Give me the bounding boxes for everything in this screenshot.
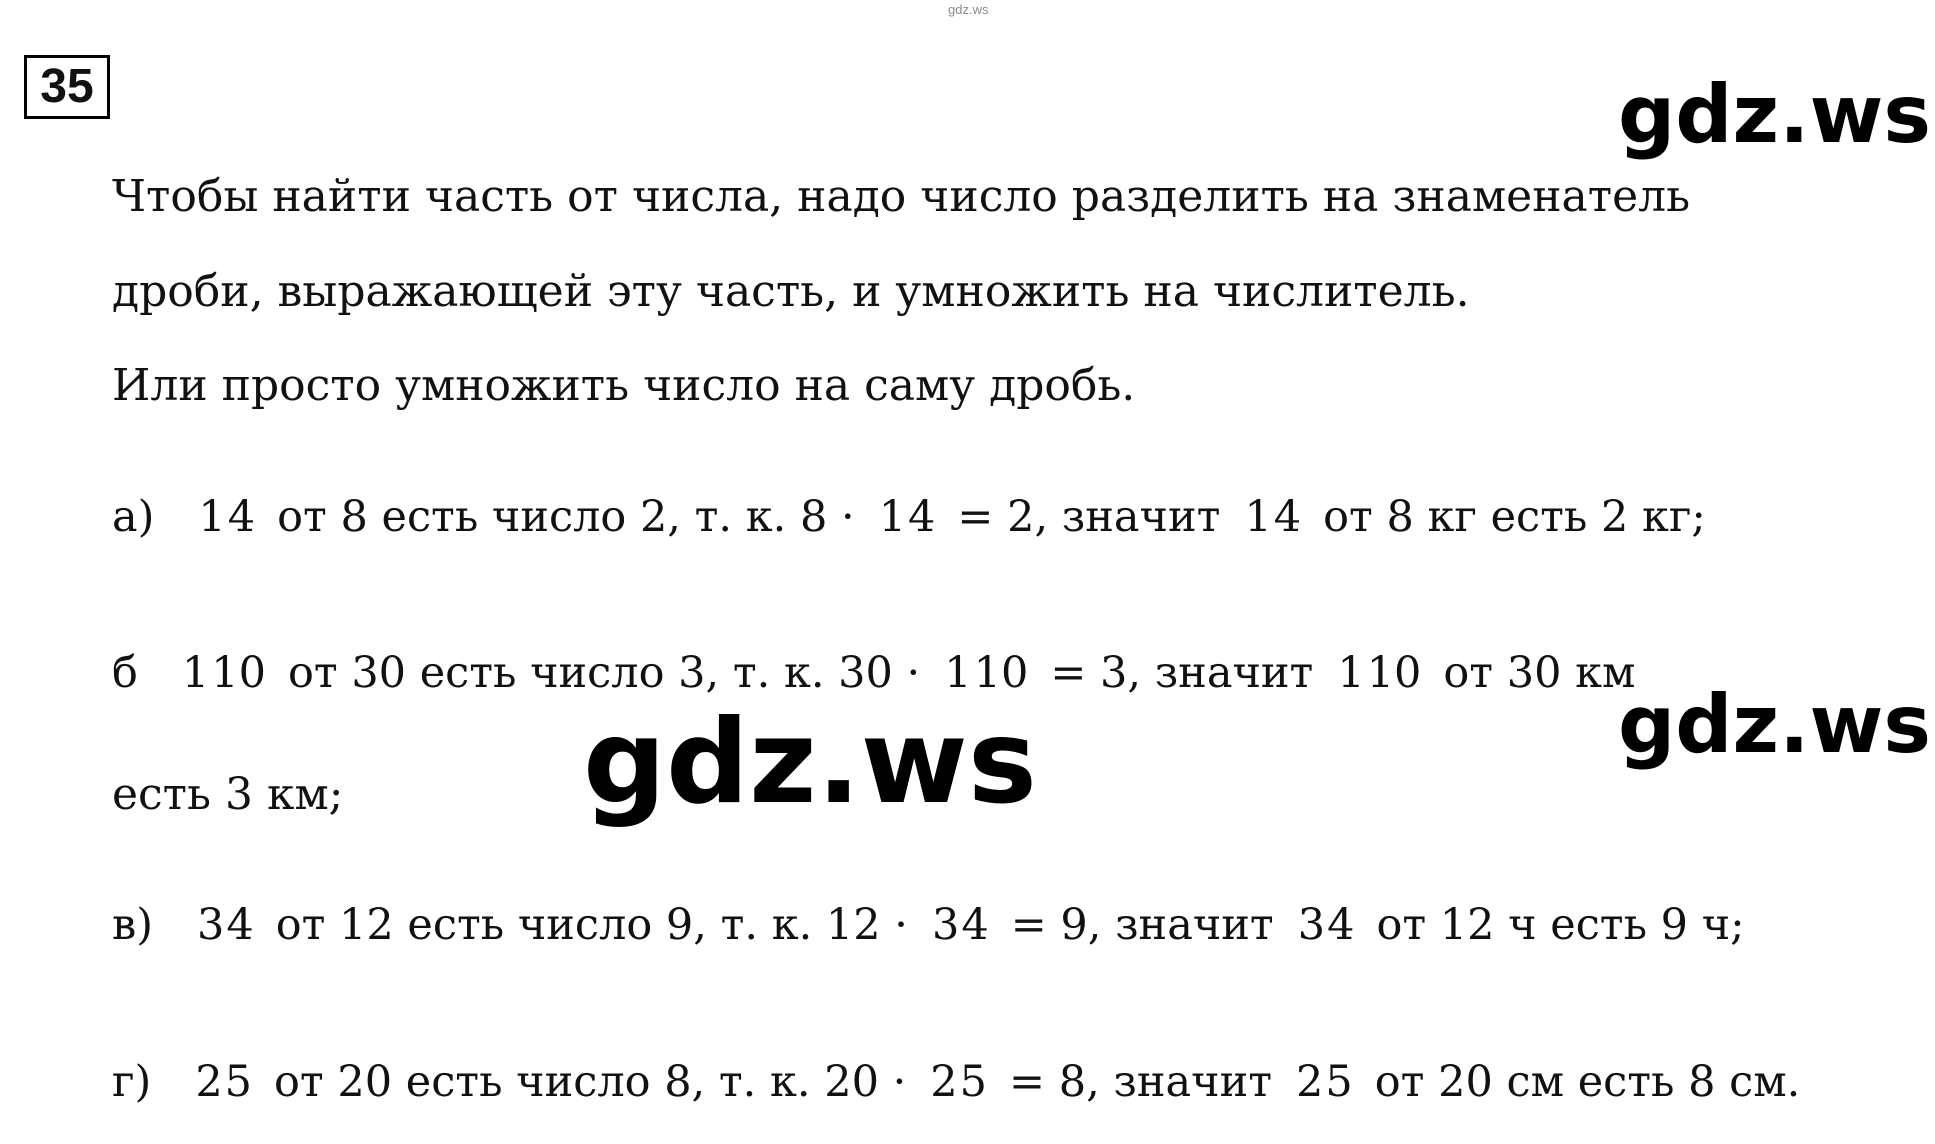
fraction	[928, 1056, 988, 1107]
watermark-logo: gdz.ws	[1618, 68, 1932, 161]
denominator: 4	[908, 491, 936, 542]
watermark-logo: gdz.ws	[1618, 678, 1932, 771]
fraction	[942, 647, 1029, 698]
denominator: 4	[1327, 899, 1355, 950]
item-a	[112, 462, 1706, 572]
item-text: от 8 есть число 2, т. к. 8 ·	[277, 492, 855, 542]
item-text: от 8 кг есть 2 кг;	[1323, 492, 1706, 542]
numerator: 3	[1297, 899, 1326, 950]
item-text: от 20 есть число 8, т. к. 20 ·	[274, 1057, 907, 1107]
rule-line: Чтобы найти часть от числа, надо число разделить на знаменатель	[112, 171, 1691, 222]
item-text: от 20 см есть 8 см.	[1374, 1057, 1801, 1107]
numerator: 2	[195, 1056, 223, 1107]
task-number-box: 35	[24, 55, 110, 119]
denominator: 5	[1325, 1056, 1353, 1107]
numerator: 1	[1244, 491, 1272, 542]
fraction	[193, 1056, 253, 1107]
numerator: 3	[196, 899, 225, 950]
fraction	[180, 647, 266, 698]
denominator: 4	[226, 899, 254, 950]
item-label: в)	[112, 900, 153, 950]
top-watermark: gdz.ws	[948, 2, 989, 17]
numerator: 1	[944, 647, 972, 698]
denominator: 5	[959, 1056, 988, 1107]
watermark-logo: gdz.ws	[583, 695, 1037, 830]
numerator: 2	[930, 1056, 958, 1107]
fraction	[196, 491, 256, 542]
denominator: 5	[224, 1056, 253, 1107]
item-v	[112, 870, 1745, 980]
item-b-continuation: есть 3 км;	[112, 769, 344, 820]
item-text: = 2, значит	[957, 492, 1221, 542]
item-text: от 30 км	[1443, 648, 1636, 698]
item-g	[112, 1027, 1800, 1137]
fraction	[195, 899, 254, 950]
numerator: 1	[181, 647, 210, 698]
numerator: 2	[1296, 1056, 1324, 1107]
denominator: 4	[227, 491, 256, 542]
fraction	[1296, 899, 1355, 950]
numerator: 3	[931, 899, 960, 950]
item-text: = 9, значит	[1010, 900, 1274, 950]
rule-line: дроби, выражающей эту часть, и умножить на числитель.	[112, 266, 1470, 317]
denominator: 4	[1273, 491, 1302, 542]
item-label: г)	[112, 1057, 152, 1107]
item-text: = 3, значит	[1050, 648, 1314, 698]
fraction	[1335, 647, 1422, 698]
denominator: 10	[1366, 647, 1422, 698]
item-label: б	[112, 648, 138, 698]
item-text: от 12 есть число 9, т. к. 12 ·	[275, 900, 908, 950]
fraction	[1294, 1056, 1353, 1107]
fraction	[1242, 491, 1302, 542]
denominator: 10	[973, 647, 1029, 698]
fraction	[930, 899, 989, 950]
item-text: от 12 ч есть 9 ч;	[1376, 900, 1745, 950]
numerator: 1	[878, 491, 907, 542]
denominator: 4	[961, 899, 989, 950]
item-label: а)	[112, 492, 155, 542]
fraction	[877, 491, 936, 542]
item-text: = 8, значит	[1009, 1057, 1273, 1107]
rule-line: Или просто умножить число на саму дробь.	[112, 360, 1136, 411]
numerator: 1	[1337, 647, 1365, 698]
item-text: от 30 есть число 3, т. к. 30 ·	[287, 648, 921, 698]
numerator: 1	[198, 491, 226, 542]
denominator: 10	[211, 647, 266, 698]
